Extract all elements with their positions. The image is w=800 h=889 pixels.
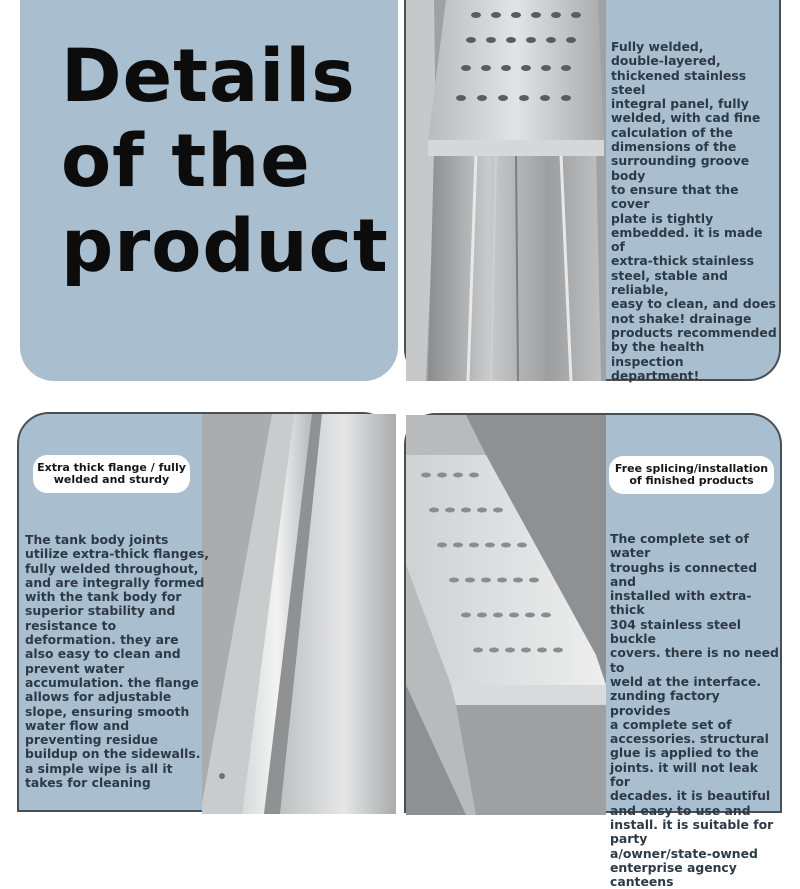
cover-plate-description: Fully welded, double-layered, thickened stainless steel integral panel, fully welded, with cad fine calculation of the dimensions of the surrounding groove body to ensure that the cover plate is tightly embedded. it is made of extra-thick stainless steel, stable and reliable, easy to clean, and does not shake! drainage products recommended by the health inspection department! xyxy=(611,39,777,383)
splicing-description: The complete set of water troughs is connected and installed with extra-thick 304 stainless steel buckle covers. there is no need to weld at the interface. zunding factory provides a complete set of accessories. structural glue is applied to the joints. it will not leak for decades. it is beautiful and easy to use and install. it is suitable for party a/owner/state-owned enterprise agency canteens xyxy=(610,531,779,889)
flange-label: Extra thick flange / fully welded and sturdy xyxy=(33,455,190,493)
splicing-label: Free splicing/installation of finished products xyxy=(609,456,774,494)
flange-panel xyxy=(17,412,394,812)
stainless-drain-trough-with-perforated-cover-photo xyxy=(406,0,606,381)
title-panel xyxy=(20,0,398,381)
cover-plate-panel xyxy=(404,0,781,381)
flange-description: The tank body joints utilize extra-thick flanges, fully welded throughout, and are integrally formed with the tank body for superior stability and resistance to deformation. they are also easy to clean and prevent water accumulation. the flange allows for adjustable slope, ensuring smooth water flow and preventing residue buildup on the sidewalls. a simple wipe is all it takes for cleaning xyxy=(25,532,209,791)
page-title: Details of the product xyxy=(61,34,389,289)
trough-flange-closeup-photo xyxy=(202,414,396,814)
splicing-panel xyxy=(404,413,782,889)
spliced-trough-with-cover-photo xyxy=(406,415,606,815)
